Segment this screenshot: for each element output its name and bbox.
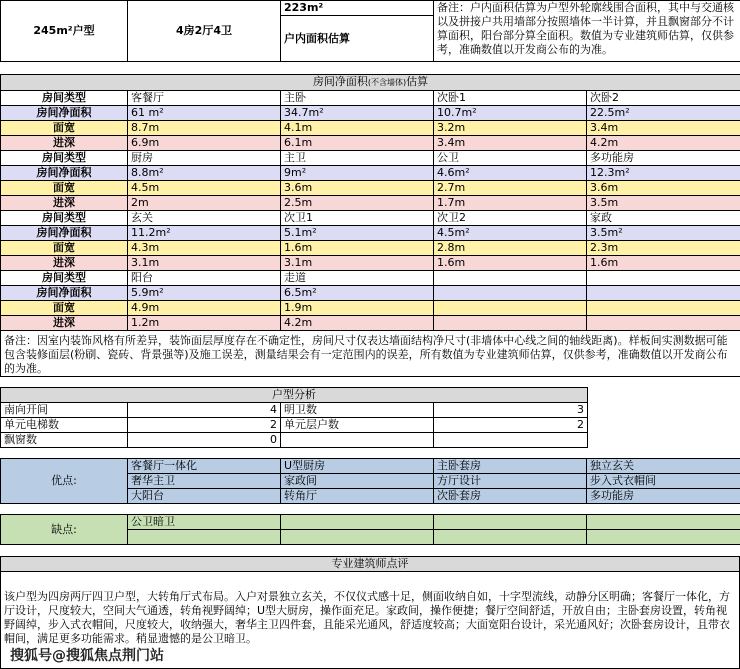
analysis-label: 明卫数	[281, 403, 434, 418]
room-cell	[587, 316, 740, 331]
room-cell: 公卫	[434, 151, 587, 166]
row-label: 面宽	[1, 301, 128, 316]
room-cell: 4.2m	[587, 136, 740, 151]
room-cell: 4.6m²	[434, 166, 587, 181]
room-cell: 2m	[128, 196, 281, 211]
pros-item: 次卧套房	[434, 489, 587, 504]
room-area-row	[1, 286, 740, 301]
pros-table	[0, 458, 740, 504]
room-cell: 3.6m	[281, 181, 434, 196]
room-cell: 3.6m	[587, 181, 740, 196]
analysis-value: 0	[128, 433, 281, 448]
room-area-row	[1, 106, 740, 121]
room-type-row	[1, 151, 740, 166]
room-area-row	[1, 226, 740, 241]
room-cell: 4.3m	[128, 241, 281, 256]
room-area-row	[1, 166, 740, 181]
room-cell: 1.6m	[587, 256, 740, 271]
row-label: 房间类型	[1, 151, 128, 166]
rooms-title	[1, 75, 740, 91]
room-depth-row	[1, 196, 740, 211]
room-width-row	[1, 121, 740, 136]
room-cell: 3.1m	[128, 256, 281, 271]
pros-item: 主卧套房	[434, 459, 587, 474]
room-cell: 4.5m²	[434, 226, 587, 241]
row-label: 进深	[1, 196, 128, 211]
row-label: 进深	[1, 136, 128, 151]
room-cell: 家政	[587, 211, 740, 226]
room-cell: 11.2m²	[128, 226, 281, 241]
room-cell	[434, 271, 587, 286]
room-width-row	[1, 241, 740, 256]
room-depth-row	[1, 316, 740, 331]
analysis-label: 南向开间	[1, 403, 128, 418]
room-type-row	[1, 271, 740, 286]
room-depth-row	[1, 136, 740, 151]
room-cell: 1.7m	[434, 196, 587, 211]
room-cell: 61 m²	[128, 106, 281, 121]
cons-item	[128, 530, 281, 545]
pros-item: 独立玄关	[587, 459, 740, 474]
analysis-value: 2	[128, 418, 281, 433]
analysis-value	[434, 433, 588, 448]
analysis-value: 2	[434, 418, 588, 433]
room-cell: 9m²	[281, 166, 434, 181]
cons-item	[281, 515, 434, 530]
analysis-value: 3	[434, 403, 588, 418]
room-cell: 3.5m	[587, 196, 740, 211]
row-label: 面宽	[1, 121, 128, 136]
room-cell: 厨房	[128, 151, 281, 166]
room-depth-row	[1, 256, 740, 271]
room-cell: 主卧	[281, 91, 434, 106]
layout: 4房2厅4卫	[128, 1, 281, 62]
room-cell: 1.2m	[128, 316, 281, 331]
room-cell: 4.1m	[281, 121, 434, 136]
room-cell: 8.8m²	[128, 166, 281, 181]
row-label: 房间净面积	[1, 106, 128, 121]
room-cell: 阳台	[128, 271, 281, 286]
row-label: 房间净面积	[1, 286, 128, 301]
room-type-row	[1, 211, 740, 226]
room-cell: 次卫2	[434, 211, 587, 226]
room-cell	[587, 271, 740, 286]
review-title: 专业建筑师点评	[1, 557, 740, 572]
room-cell	[587, 286, 740, 301]
analysis-label: 单元电梯数	[1, 418, 128, 433]
analysis-row	[1, 403, 588, 418]
cons-item	[587, 515, 740, 530]
room-cell: 4.2m	[281, 316, 434, 331]
room-cell: 多功能房	[587, 151, 740, 166]
room-type-row	[1, 91, 740, 106]
room-cell: 3.1m	[281, 256, 434, 271]
room-cell: 3.4m	[434, 136, 587, 151]
room-cell	[434, 316, 587, 331]
analysis-label: 单元层户数	[281, 418, 434, 433]
row-label: 房间净面积	[1, 226, 128, 241]
room-cell: 5.9m²	[128, 286, 281, 301]
cons-item	[587, 530, 740, 545]
room-cell: 6.9m	[128, 136, 281, 151]
row-label: 进深	[1, 256, 128, 271]
pros-item: 步入式衣帽间	[587, 474, 740, 489]
cons-item	[281, 530, 434, 545]
pros-row	[1, 459, 740, 474]
room-cell: 2.8m	[434, 241, 587, 256]
room-cell: 2.7m	[434, 181, 587, 196]
total-area: 223m²	[281, 1, 434, 16]
pros-item: 多功能房	[587, 489, 740, 504]
pros-item: 奢华主卫	[128, 474, 281, 489]
analysis-table	[0, 387, 588, 448]
room-cell: 3.5m²	[587, 226, 740, 241]
room-cell	[587, 301, 740, 316]
room-cell: 次卧2	[587, 91, 740, 106]
cons-table	[0, 514, 740, 545]
pros-item: U型厨房	[281, 459, 434, 474]
rooms-title-small: (不含墙体)	[368, 78, 406, 87]
analysis-value: 4	[128, 403, 281, 418]
room-cell: 玄关	[128, 211, 281, 226]
room-cell: 1.9m	[281, 301, 434, 316]
row-label: 房间类型	[1, 271, 128, 286]
cons-item	[434, 515, 587, 530]
pros-item: 大阳台	[128, 489, 281, 504]
row-label: 房间类型	[1, 211, 128, 226]
pros-item: 转角厅	[281, 489, 434, 504]
row-label: 房间类型	[1, 91, 128, 106]
room-cell: 主卫	[281, 151, 434, 166]
rooms-title-tail: 估算	[406, 75, 428, 88]
room-cell: 1.6m	[434, 256, 587, 271]
analysis-label	[281, 433, 434, 448]
cons-item: 公卫暗卫	[128, 515, 281, 530]
header-table	[0, 0, 740, 62]
analysis-row	[1, 433, 588, 448]
analysis-row	[1, 418, 588, 433]
row-label: 房间净面积	[1, 166, 128, 181]
rooms-table	[0, 74, 740, 377]
header-note: 备注：户内面积估算为户型外轮廓线围合面积，其中与交通核以及拼接户共用墙部分按照墙体一半计算，并且飘窗部分不计算面积，阳台部分算全面积。数值为专业建筑师估算，仅供参考，准确数值以开发商公布的为准。	[434, 1, 740, 62]
row-label: 进深	[1, 316, 128, 331]
room-cell	[434, 286, 587, 301]
rooms-title-main: 房间净面积	[313, 75, 368, 88]
room-cell: 走道	[281, 271, 434, 286]
room-cell: 4.9m	[128, 301, 281, 316]
room-cell: 5.1m²	[281, 226, 434, 241]
review-text: 该户型为四房两厅四卫户型，大转角厅式布局。入户对景独立玄关，不仅仪式感十足，侧面收纳自如，十字型流线，动静分区明确；客餐厅一体化，方厅设计，尺度较大，空间大气通透，转角视野阔绰；U型大厨房，操作面充足。家政间，操作便捷；餐厅空间舒适，开放自由；主卧套房设置，转角视野阔绰，步入式衣帽间，尺度较大，收纳强大，奢华主卫四件套，且能采光通风，舒适度较高；大面宽阳台设计，采光通风好；次卧套房设计，且带衣帽间，满足更多功能需求。稍显遗憾的是公卫暗卫。	[1, 572, 740, 669]
room-cell: 10.7m²	[434, 106, 587, 121]
pros-item: 家政间	[281, 474, 434, 489]
room-cell: 3.4m	[587, 121, 740, 136]
room-cell: 4.5m	[128, 181, 281, 196]
analysis-title: 户型分析	[1, 388, 588, 403]
room-cell: 次卧1	[434, 91, 587, 106]
room-cell: 2.3m	[587, 241, 740, 256]
estimate-label: 户内面积估算	[281, 16, 434, 62]
pros-label: 优点:	[1, 459, 128, 504]
room-cell	[434, 301, 587, 316]
pros-item: 客餐厅一体化	[128, 459, 281, 474]
room-cell: 2.5m	[281, 196, 434, 211]
unit-type: 245m²户型	[1, 1, 128, 62]
room-cell: 6.5m²	[281, 286, 434, 301]
cons-label: 缺点:	[1, 515, 128, 545]
room-cell: 34.7m²	[281, 106, 434, 121]
room-cell: 12.3m²	[587, 166, 740, 181]
row-label: 面宽	[1, 181, 128, 196]
room-cell: 3.2m	[434, 121, 587, 136]
watermark: 搜狐号@搜狐焦点荆门站	[10, 645, 164, 665]
room-cell: 22.5m²	[587, 106, 740, 121]
room-cell: 次卫1	[281, 211, 434, 226]
room-cell: 客餐厅	[128, 91, 281, 106]
analysis-label: 飘窗数	[1, 433, 128, 448]
row-label: 面宽	[1, 241, 128, 256]
room-cell: 6.1m	[281, 136, 434, 151]
cons-row	[1, 515, 740, 530]
room-cell: 8.7m	[128, 121, 281, 136]
room-width-row	[1, 301, 740, 316]
room-cell: 1.6m	[281, 241, 434, 256]
room-width-row	[1, 181, 740, 196]
pros-item: 方厅设计	[434, 474, 587, 489]
cons-item	[434, 530, 587, 545]
rooms-note: 备注：因室内装饰风格有所差异，装饰面层厚度存在不确定性，房间尺寸仅表达墙面结构净尺寸(非墙体中心线之间的轴线距离)。样板间实测数据可能包含装修面层(粉刷、瓷砖、背景强等)及施工误差，测量结果会有一定范围内的误差，所有数值为专业建筑师估算，仅供参考，准确数值以开发商公布的为准。	[1, 331, 740, 377]
